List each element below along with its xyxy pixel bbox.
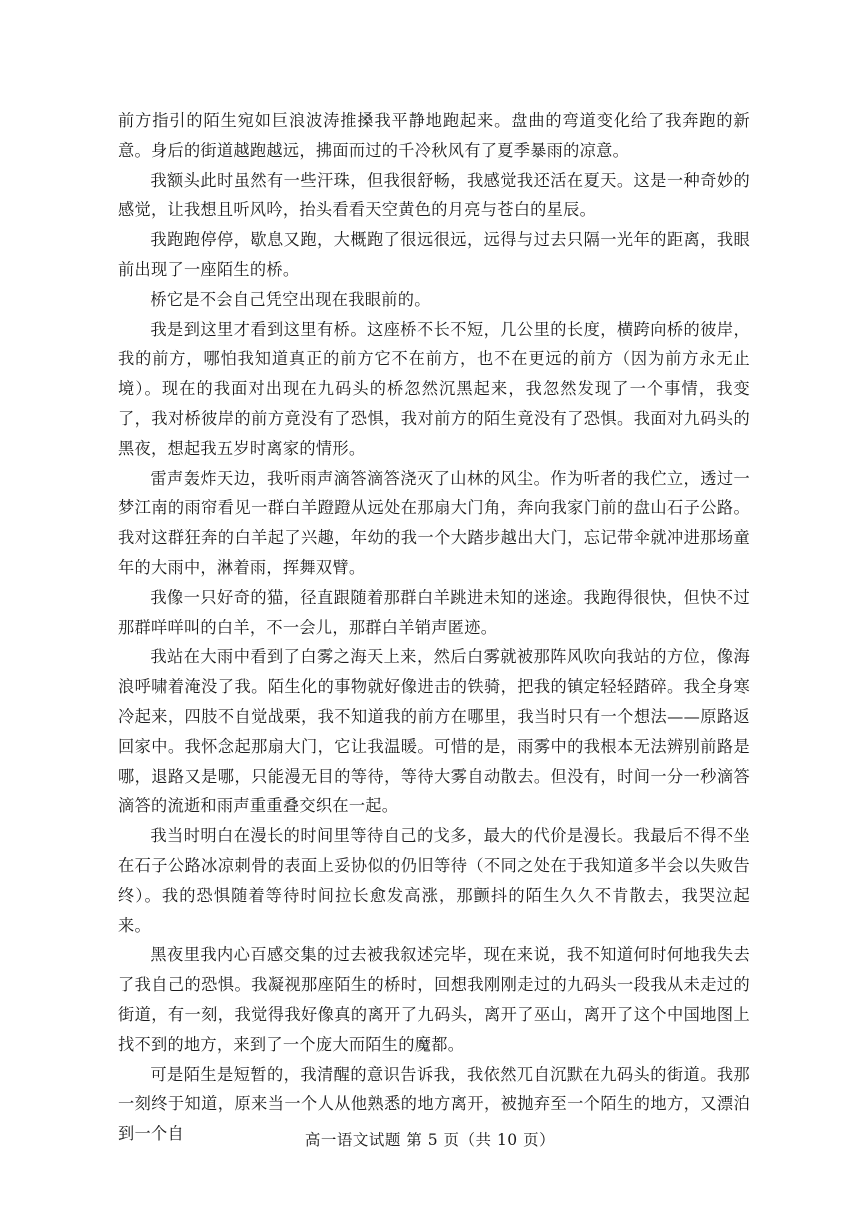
paragraph: 我像一只好奇的猫，径直跟随着那群白羊跳进未知的迷途。我跑得很快，但快不过那群咩咩叫的白羊，不一会儿，那群白羊销声匿迹。 [118, 587, 750, 637]
paragraph: 前方指引的陌生宛如巨浪波涛推搡我平静地跑起来。盘曲的弯道变化给了我奔跑的新意。身后的街道越跑越远，拂面而过的千冷秋风有了夏季暴雨的凉意。 [118, 111, 750, 160]
paragraph: 桥它是不会自己凭空出现在我眼前的。 [150, 289, 431, 309]
paragraph: 黑夜里我内心百感交集的过去被我叙述完毕，现在来说，我不知道何时何地我失去了我自己的恐惧。我凝视那座陌生的桥时，回想我刚刚走过的九码头一段我从未走过的街道，有一刻，我觉得我好像真的离开了九码头，离开了巫山，离开了这个中国地图上找不到的地方，来到了一个庞大而陌生的魔都。 [118, 945, 750, 1054]
paragraph: 我当时明白在漫长的时间里等待自己的戈多，最大的代价是漫长。我最后不得不坐在石子公路冰凉刺骨的表面上妥协似的仍旧等待（不同之处在于我知道多半会以失败告终）。我的恐惧随着等待时间拉长愈发高涨，那颤抖的陌生久久不肯散去，我哭泣起来。 [118, 826, 750, 935]
paragraph: 可是陌生是短暂的，我清醒的意识告诉我，我依然兀自沉默在九码头的街道。我那一刻终于知道，原来当一个人从他熟悉的地方离开，被抛弃至一个陌生的地方，又漂泊到一个自 [118, 1064, 750, 1144]
paragraph: 我站在大雨中看到了白雾之海天上来，然后白雾就被那阵风吹向我站的方位，像海浪呼啸着淹没了我。陌生化的事物就好像进击的铁骑，把我的镇定轻轻踏碎。我全身寒冷起来，四肢不自觉战栗，我不知道我的前方在哪里，我当时只有一个想法——原路返回家中。我怀念起那扇大门，它让我温暖。可惜的是，雨雾中的我根本无法辨别前路是哪，退路又是哪，只能漫无目的等待，等待大雾自动散去。但没有，时间一分一秒滴答滴答的流逝和雨声重重叠交织在一起。 [118, 647, 750, 816]
paragraph: 雷声轰炸天边，我听雨声滴答滴答浇灭了山林的风尘。作为听者的我伫立，透过一梦江南的雨帘看见一群白羊蹬蹬从远处在那扇大门角，奔向我家门前的盘山石子公路。我对这群狂奔的白羊起了兴趣，年幼的我一个大踏步越出大门，忘记带伞就冲进那场童年的大雨中，淋着雨，挥舞双臂。 [118, 468, 750, 577]
body-text [118, 106, 750, 1149]
paragraph: 我跑跑停停，歇息又跑，大概跑了很远很远，远得与过去只隔一光年的距离，我眼前出现了一座陌生的桥。 [118, 230, 750, 279]
paragraph: 我额头此时虽然有一些汗珠，但我很舒畅，我感觉我还活在夏天。这是一种奇妙的感觉，让我想且听风吟，抬头看看天空黄色的月亮与苍白的星辰。 [118, 170, 750, 220]
paragraph: 我是到这里才看到这里有桥。这座桥不长不短，几公里的长度，横跨向桥的彼岸，我的前方，哪怕我知道真正的前方它不在前方，也不在更远的前方（因为前方永无止境）。现在的我面对出现在九码头的桥忽然沉黑起来，我忽然发现了一个事情，我变了，我对桥彼岸的前方竟没有了恐惧，我对前方的陌生竟没有了恐惧。我面对九码头的黑夜，想起我五岁时离家的情形。 [118, 319, 750, 458]
page-footer: 高一语文试题 第 5 页（共 10 页） [304, 1131, 556, 1149]
